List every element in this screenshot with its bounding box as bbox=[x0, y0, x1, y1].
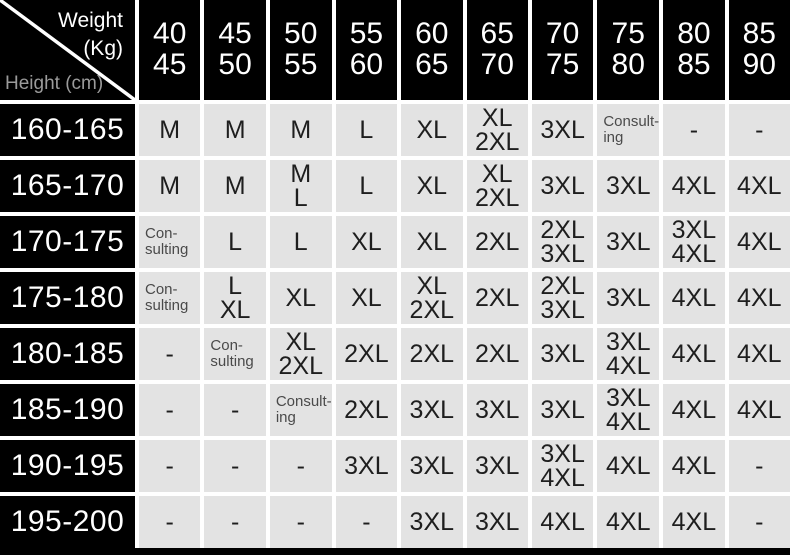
column-header-text: 70 bbox=[545, 17, 580, 51]
size-cell-text: 3XL bbox=[409, 395, 455, 424]
column-header bbox=[401, 0, 462, 100]
size-cell-text: 2XL bbox=[474, 184, 520, 212]
size-cell-text: 2XL bbox=[278, 352, 323, 380]
size-cell bbox=[729, 160, 790, 212]
size-cell bbox=[270, 272, 332, 324]
size-cell-text: - bbox=[755, 507, 764, 536]
size-cell-text: ing bbox=[603, 129, 624, 146]
size-cell bbox=[204, 272, 265, 324]
size-cell-text: - bbox=[230, 395, 240, 424]
column-header bbox=[663, 0, 724, 100]
column-header-text: 45 bbox=[153, 48, 187, 81]
column-header-text: 65 bbox=[415, 48, 449, 81]
size-cell bbox=[336, 104, 397, 156]
size-cell-text: 4XL bbox=[540, 507, 585, 536]
size-cell bbox=[270, 384, 332, 436]
size-cell-text: ing bbox=[275, 409, 296, 426]
size-cell-text: 2XL bbox=[344, 395, 389, 424]
size-cell bbox=[336, 496, 397, 548]
size-cell-text: 4XL bbox=[606, 408, 651, 436]
size-cell bbox=[532, 104, 593, 156]
size-cell bbox=[532, 440, 593, 492]
size-cell bbox=[204, 384, 265, 436]
size-cell-text: 3XL bbox=[671, 215, 717, 244]
size-cell bbox=[467, 216, 528, 268]
size-cell-text: 2XL bbox=[474, 227, 520, 256]
size-cell-text: - bbox=[755, 115, 764, 144]
size-cell bbox=[139, 104, 200, 156]
size-cell bbox=[270, 160, 332, 212]
row-header bbox=[0, 104, 135, 156]
size-cell-text: 4XL bbox=[737, 171, 782, 200]
size-cell-text: sulting bbox=[145, 241, 189, 258]
size-cell bbox=[139, 328, 200, 380]
column-header-text: 75 bbox=[611, 17, 645, 51]
size-cell bbox=[597, 328, 659, 380]
size-cell-text: 3XL bbox=[344, 451, 389, 480]
size-cell-text: XL bbox=[416, 115, 448, 144]
size-cell bbox=[204, 440, 265, 492]
size-cell-text: sulting bbox=[145, 297, 189, 314]
size-cell bbox=[729, 440, 790, 492]
row-header bbox=[0, 216, 135, 268]
column-header-text: 85 bbox=[742, 17, 776, 51]
size-cell bbox=[467, 496, 528, 548]
row-header bbox=[0, 328, 135, 380]
row-header-text: 185-190 bbox=[10, 393, 125, 426]
size-cell bbox=[270, 440, 332, 492]
size-cell bbox=[336, 440, 397, 492]
size-cell-text: L bbox=[293, 227, 308, 256]
size-cell-text: - bbox=[230, 507, 240, 536]
row-header bbox=[0, 496, 135, 548]
size-cell bbox=[401, 160, 462, 212]
size-cell-text: XL bbox=[351, 227, 382, 256]
row-header bbox=[0, 272, 135, 324]
size-cell-text: - bbox=[165, 395, 174, 424]
size-cell-text: 3XL bbox=[606, 383, 651, 412]
size-cell-text: Con- bbox=[145, 225, 178, 243]
row-header-text: 165-170 bbox=[10, 169, 125, 202]
row-header-text: 180-185 bbox=[10, 337, 125, 370]
row-header-text: 170-175 bbox=[10, 225, 125, 258]
column-header-text: 80 bbox=[611, 48, 645, 81]
height-axis-label: Height (cm) bbox=[5, 73, 104, 94]
size-cell-text: 2XL bbox=[409, 296, 455, 324]
size-cell bbox=[139, 496, 200, 548]
size-cell bbox=[270, 328, 332, 380]
size-cell bbox=[336, 328, 397, 380]
size-cell-text: XL bbox=[351, 283, 382, 312]
size-cell bbox=[597, 384, 659, 436]
size-cell bbox=[729, 496, 790, 548]
size-cell-text: 4XL bbox=[671, 171, 717, 200]
row-header-text: 175-180 bbox=[10, 281, 125, 314]
size-cell-text: 4XL bbox=[737, 283, 782, 312]
size-cell bbox=[467, 104, 528, 156]
row-header bbox=[0, 440, 135, 492]
size-cell-text: M bbox=[290, 159, 312, 188]
size-cell-text: XL bbox=[416, 171, 448, 200]
size-cell bbox=[270, 104, 332, 156]
size-cell-text: 4XL bbox=[671, 507, 717, 536]
size-cell-text: 2XL bbox=[474, 339, 520, 368]
size-cell bbox=[663, 160, 724, 212]
size-cell bbox=[532, 160, 593, 212]
size-cell-text: XL bbox=[285, 327, 317, 356]
size-cell-text: 3XL bbox=[540, 395, 585, 424]
size-cell bbox=[532, 384, 593, 436]
size-cell-text: 2XL bbox=[344, 339, 389, 368]
column-header bbox=[204, 0, 265, 100]
size-cell-text: Consult- bbox=[275, 393, 332, 411]
row-header bbox=[0, 384, 135, 436]
column-header-text: 40 bbox=[153, 17, 187, 51]
column-header-text: 55 bbox=[349, 17, 384, 51]
size-cell bbox=[336, 216, 397, 268]
size-cell bbox=[204, 216, 265, 268]
size-cell-text: 4XL bbox=[671, 339, 717, 368]
size-cell-text: 4XL bbox=[606, 352, 651, 380]
size-cell-text: 3XL bbox=[606, 227, 651, 256]
size-cell-text: sulting bbox=[210, 353, 254, 370]
size-cell bbox=[467, 272, 528, 324]
row-header-text: 160-165 bbox=[10, 113, 125, 146]
size-cell-text: - bbox=[230, 451, 240, 480]
size-cell bbox=[204, 496, 265, 548]
size-cell-text: 3XL bbox=[606, 327, 651, 356]
size-cell bbox=[532, 216, 593, 268]
column-header-text: 60 bbox=[349, 48, 384, 81]
size-cell-text: Con- bbox=[145, 281, 178, 299]
column-header bbox=[270, 0, 332, 100]
size-cell bbox=[663, 496, 724, 548]
size-cell-text: Con- bbox=[210, 337, 243, 355]
size-cell-text: M bbox=[224, 115, 246, 144]
size-cell bbox=[139, 160, 200, 212]
column-header-text: 55 bbox=[284, 48, 318, 81]
size-cell-text: M bbox=[224, 171, 246, 200]
size-cell-text: L bbox=[228, 271, 243, 300]
size-cell-text: 4XL bbox=[671, 283, 717, 312]
size-cell-text: 4XL bbox=[737, 339, 782, 368]
size-cell-text: XL bbox=[416, 271, 448, 300]
size-cell-text: XL bbox=[481, 159, 513, 188]
size-cell-text: L bbox=[228, 227, 243, 256]
size-cell bbox=[729, 216, 790, 268]
size-cell bbox=[663, 328, 724, 380]
weight-axis-label-line1: Weight bbox=[58, 9, 123, 32]
size-cell bbox=[139, 272, 200, 324]
size-cell bbox=[729, 104, 790, 156]
size-cell bbox=[139, 384, 200, 436]
column-header-text: 75 bbox=[545, 48, 580, 81]
size-cell-text: 3XL bbox=[474, 507, 520, 536]
size-cell bbox=[663, 272, 724, 324]
size-cell-text: M bbox=[290, 115, 312, 144]
column-header-text: 65 bbox=[480, 17, 514, 51]
size-cell-text: 2XL bbox=[474, 128, 520, 156]
size-cell-text: 3XL bbox=[540, 171, 585, 200]
size-cell bbox=[663, 384, 724, 436]
size-cell bbox=[532, 328, 593, 380]
size-cell-text: 4XL bbox=[671, 395, 717, 424]
row-header bbox=[0, 160, 135, 212]
size-cell bbox=[597, 160, 659, 212]
size-cell-text: - bbox=[362, 507, 371, 536]
size-cell-text: 3XL bbox=[409, 507, 455, 536]
column-header bbox=[729, 0, 790, 100]
size-cell-text: 2XL bbox=[540, 215, 585, 244]
size-cell-text: 2XL bbox=[409, 339, 455, 368]
size-cell bbox=[597, 272, 659, 324]
size-cell bbox=[467, 384, 528, 436]
size-cell bbox=[401, 384, 462, 436]
size-cell bbox=[467, 440, 528, 492]
bottom-border-strip bbox=[0, 548, 790, 555]
size-cell bbox=[729, 328, 790, 380]
size-cell-text: M bbox=[159, 115, 181, 144]
size-cell bbox=[729, 272, 790, 324]
column-header-text: 60 bbox=[415, 17, 449, 51]
column-header bbox=[139, 0, 200, 100]
size-cell bbox=[597, 496, 659, 548]
size-cell-text: - bbox=[165, 507, 174, 536]
size-cell bbox=[401, 440, 462, 492]
size-cell bbox=[663, 216, 724, 268]
size-cell bbox=[270, 496, 332, 548]
size-cell-text: - bbox=[689, 115, 699, 144]
size-cell-text: 3XL bbox=[540, 115, 585, 144]
column-header-text: 70 bbox=[480, 48, 514, 81]
size-cell-text: XL bbox=[285, 283, 317, 312]
column-header bbox=[532, 0, 593, 100]
size-cell bbox=[139, 440, 200, 492]
size-cell bbox=[336, 384, 397, 436]
size-cell-text: 4XL bbox=[671, 240, 717, 268]
size-cell-text: 3XL bbox=[540, 439, 585, 468]
size-cell bbox=[139, 216, 200, 268]
size-cell-text: 3XL bbox=[474, 451, 520, 480]
column-header-text: 50 bbox=[284, 17, 318, 51]
size-cell-text: 3XL bbox=[606, 171, 651, 200]
size-cell-text: 3XL bbox=[409, 451, 455, 480]
size-cell-text: 3XL bbox=[540, 240, 585, 268]
size-cell-text: XL bbox=[481, 103, 513, 132]
size-cell-text: L bbox=[359, 115, 374, 144]
size-cell-text: 4XL bbox=[540, 464, 585, 492]
column-header-text: 50 bbox=[218, 48, 252, 81]
size-cell-text: 3XL bbox=[606, 283, 651, 312]
size-cell bbox=[663, 104, 724, 156]
size-cell bbox=[336, 160, 397, 212]
size-cell bbox=[467, 328, 528, 380]
column-header-text: 80 bbox=[677, 17, 711, 51]
size-cell bbox=[401, 328, 462, 380]
size-cell bbox=[597, 440, 659, 492]
size-cell-text: Consult- bbox=[603, 113, 660, 131]
column-header-text: 85 bbox=[677, 48, 711, 81]
column-header bbox=[336, 0, 397, 100]
size-cell bbox=[401, 272, 462, 324]
column-header-text: 45 bbox=[218, 17, 252, 51]
size-cell-text: L bbox=[359, 171, 374, 200]
size-cell-text: - bbox=[165, 451, 174, 480]
size-cell-text: 3XL bbox=[474, 395, 520, 424]
size-cell-text: M bbox=[159, 171, 181, 200]
size-cell bbox=[270, 216, 332, 268]
row-header-text: 195-200 bbox=[10, 505, 125, 538]
size-cell bbox=[597, 104, 659, 156]
column-header bbox=[597, 0, 659, 100]
weight-axis-label-line2: (Kg) bbox=[83, 37, 123, 61]
column-header-text: 90 bbox=[742, 48, 776, 81]
size-cell-text: 4XL bbox=[606, 507, 651, 536]
size-cell-text: 3XL bbox=[540, 296, 585, 324]
size-cell-text: - bbox=[296, 451, 305, 480]
size-cell-text: 4XL bbox=[737, 395, 782, 424]
corner-cell bbox=[0, 0, 135, 100]
size-cell-text: 4XL bbox=[606, 451, 651, 480]
size-cell-text: 2XL bbox=[540, 271, 585, 300]
size-cell-text: - bbox=[755, 451, 764, 480]
size-cell-text: 4XL bbox=[671, 451, 717, 480]
size-cell-text: L bbox=[293, 184, 308, 212]
size-cell-text: XL bbox=[416, 227, 448, 256]
size-cell bbox=[401, 496, 462, 548]
size-cell-text: - bbox=[165, 339, 174, 368]
size-cell bbox=[663, 440, 724, 492]
weight-axis-label bbox=[58, 7, 123, 64]
size-cell bbox=[597, 216, 659, 268]
size-cell bbox=[336, 272, 397, 324]
size-cell bbox=[401, 216, 462, 268]
size-cell-text: XL bbox=[219, 296, 251, 324]
size-cell bbox=[532, 496, 593, 548]
size-cell-text: 3XL bbox=[540, 339, 585, 368]
size-cell-text: - bbox=[296, 507, 305, 536]
size-cell bbox=[532, 272, 593, 324]
size-cell bbox=[204, 328, 265, 380]
size-cell bbox=[467, 160, 528, 212]
row-header-text: 190-195 bbox=[10, 449, 125, 482]
size-cell bbox=[204, 160, 265, 212]
size-cell-text: 4XL bbox=[737, 227, 782, 256]
column-header bbox=[467, 0, 528, 100]
size-cell-text: 2XL bbox=[474, 283, 520, 312]
size-cell bbox=[729, 384, 790, 436]
size-cell bbox=[401, 104, 462, 156]
size-cell bbox=[204, 104, 265, 156]
